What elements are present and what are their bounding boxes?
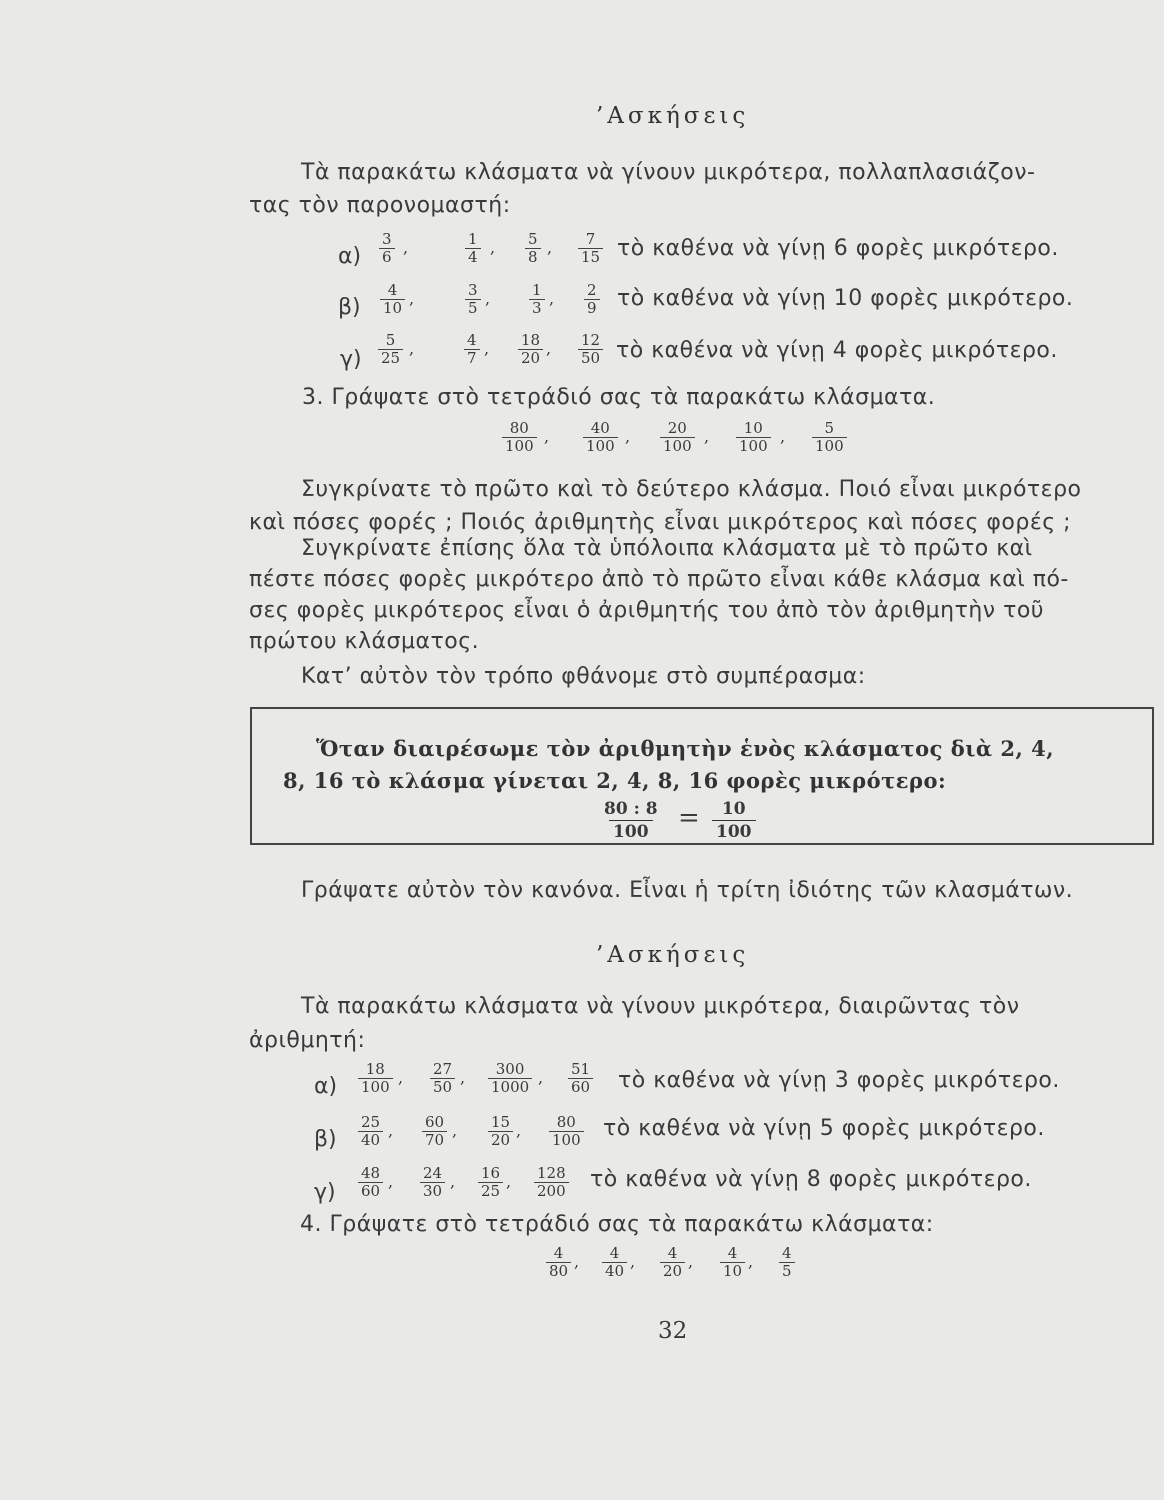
fraction: 18 20 [518,332,543,367]
fraction: 12 50 [578,332,603,367]
section2-intro-line1: Τὰ παρακάτω κλάσματα νὰ γίνουν μικρότερα, διαιρῶντας τὸν [301,994,1020,1019]
fraction: 5 100 [812,420,847,455]
paragraph-line: πρώτου κλάσματος. [249,629,480,654]
paragraph-line: σες φορὲς μικρότερος εἶναι ὁ ἀριθμητής του ἀπὸ τὸν ἀριθμητὴν τοῦ [249,598,1045,623]
fraction: 1 3 [529,282,545,317]
row-label: β) [314,1127,337,1152]
fraction: 60 70 [422,1114,447,1149]
fraction: 5 8 [525,231,541,266]
row-text: τὸ καθένα νὰ γίνῃ 6 φορὲς μικρότερο. [617,236,1059,261]
paragraph-line: Συγκρίνατε τὸ πρῶτο καὶ τὸ δεύτερο κλάσμα. Ποιό εἶναι μικρότερο [301,477,1082,502]
section1-intro-line2: τας τὸν παρονομαστή: [249,193,511,218]
fraction: 4 7 [464,332,480,367]
separator: , [460,1068,466,1087]
row-text: τὸ καθένα νὰ γίνῃ 10 φορὲς μικρότερο. [617,286,1074,311]
fraction: 4 5 [779,1245,795,1280]
separator: , [403,238,409,257]
separator: , [704,427,710,446]
fraction: 1 4 [465,231,481,266]
separator: , [398,1068,404,1087]
fraction: 4 20 [660,1245,685,1280]
separator: , [409,339,415,358]
exercise3-title: 3. Γράψατε στὸ τετράδιό σας τὰ παρακάτω κλάσματα. [302,385,936,410]
separator: , [484,339,490,358]
separator: , [450,1172,456,1191]
fraction: 48 60 [358,1165,383,1200]
separator: , [630,1252,636,1271]
fraction: 40 100 [583,420,618,455]
paragraph-line: καὶ πόσες φορές ; Ποιός ἀριθμητὴς εἶναι μικρότερος καὶ πόσες φορές ; [249,510,1072,535]
fraction: 300 1000 [488,1061,532,1096]
separator: , [544,427,550,446]
row-label: α) [338,244,362,269]
fraction: 7 15 [578,231,603,266]
row-label: β) [338,295,361,320]
separator: , [452,1121,458,1140]
fraction: 5 25 [378,332,403,367]
rule-line1: Ὅταν διαιρέσωμε τὸν ἀριθμητὴν ἑνὸς κλάσματος διὰ 2, 4, [316,736,1055,761]
separator: , [748,1252,754,1271]
separator: , [409,289,415,308]
fraction: 80 100 [549,1114,584,1149]
fraction: 3 6 [379,231,395,266]
fraction: 27 50 [430,1061,455,1096]
after-rule-text: Γράψατε αὐτὸν τὸν κανόνα. Εἶναι ἡ τρίτη ἰδιότης τῶν κλασμάτων. [301,878,1074,903]
fraction: 4 10 [380,282,405,317]
exercise4-title: 4. Γράψατε στὸ τετράδιό σας τὰ παρακάτω κλάσματα: [300,1212,934,1237]
row-label: γ) [340,347,362,372]
section2-heading: ’Ασκήσεις [596,942,750,968]
separator: , [574,1252,580,1271]
rule-example-right-fraction: 10 100 [712,798,756,843]
separator: , [538,1068,544,1087]
fraction: 2 9 [584,282,600,317]
separator: , [546,339,552,358]
separator: , [490,238,496,257]
fraction: 24 30 [420,1165,445,1200]
row-text: τὸ καθένα νὰ γίνῃ 4 φορὲς μικρότερο. [616,338,1058,363]
fraction: 25 40 [358,1114,383,1149]
rule-line2: 8, 16 τὸ κλάσμα γίνεται 2, 4, 8, 16 φορὲς μικρότερο: [283,768,947,793]
separator: , [388,1172,394,1191]
separator: , [388,1121,394,1140]
paragraph-line: Συγκρίνατε ἐπίσης ὅλα τὰ ὑπόλοιπα κλάσματα μὲ τὸ πρῶτο καὶ [301,536,1033,561]
row-label: α) [314,1074,338,1099]
fraction: 51 60 [568,1061,593,1096]
row-label: γ) [314,1180,336,1205]
separator: , [516,1121,522,1140]
separator: , [547,238,553,257]
fraction: 15 20 [488,1114,513,1149]
fraction: 80 100 [502,420,537,455]
row-text: τὸ καθένα νὰ γίνῃ 8 φορὲς μικρότερο. [590,1167,1032,1192]
row-text: τὸ καθένα νὰ γίνῃ 3 φορὲς μικρότερο. [618,1068,1060,1093]
fraction: 16 25 [478,1165,503,1200]
section2-intro-line2: ἀριθμητή: [249,1028,366,1053]
rule-example-equals: = [678,803,700,833]
fraction: 20 100 [660,420,695,455]
fraction: 10 100 [736,420,771,455]
fraction: 4 10 [720,1245,745,1280]
paragraph-line: Κατ’ αὐτὸν τὸν τρόπο φθάνομε στὸ συμπέρασμα: [301,664,866,689]
fraction: 4 40 [602,1245,627,1280]
section1-intro-line1: Τὰ παρακάτω κλάσματα νὰ γίνουν μικρότερα, πολλαπλασιάζον- [301,160,1036,185]
fraction: 18 100 [358,1061,393,1096]
paragraph-line: πέστε πόσες φορὲς μικρότερο ἀπὸ τὸ πρῶτο εἶναι κάθε κλάσμα καὶ πό- [249,567,1069,592]
section1-heading: ’Ασκήσεις [596,103,750,129]
separator: , [688,1252,694,1271]
fraction: 128 200 [534,1165,569,1200]
fraction: 3 5 [465,282,481,317]
separator: , [506,1172,512,1191]
separator: , [625,427,631,446]
row-text: τὸ καθένα νὰ γίνῃ 5 φορὲς μικρότερο. [603,1116,1045,1141]
fraction: 4 80 [546,1245,571,1280]
separator: , [485,289,491,308]
page-number: 32 [658,1318,688,1344]
rule-example-left-fraction: 80 : 8 100 [604,799,658,842]
separator: , [549,289,555,308]
separator: , [780,427,786,446]
